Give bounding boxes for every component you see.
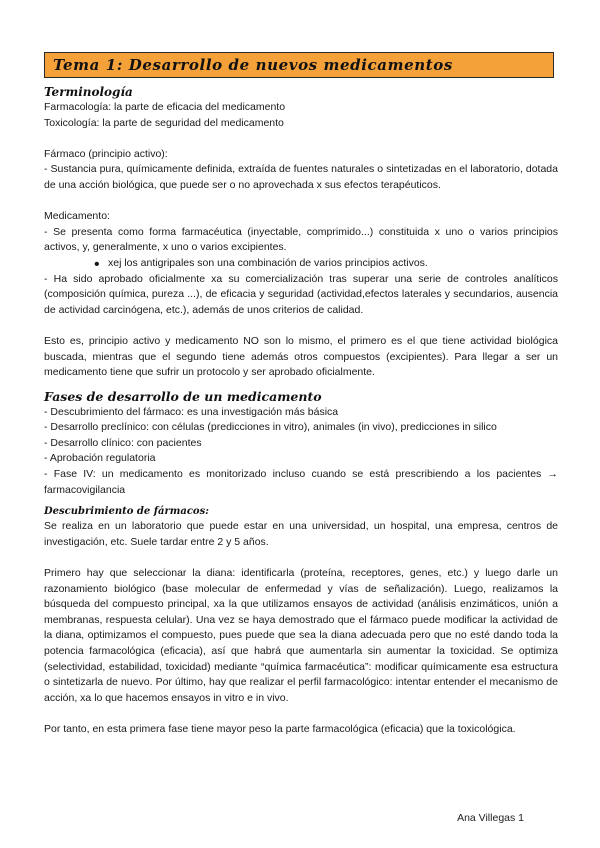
page-footer: Ana Villegas 1: [457, 812, 524, 824]
descubrimiento-paragraph-2: Primero hay que seleccionar la diana: identificarla (proteína, receptores, genes, etc.) y luego darle un razonamiento biológico (base molecular de enfermedad y vías de señalización). Luego, realizamos la búsqueda del compuesto principal, xa la que utilizamos ensayos de actividad (análisis enzimáticos, unión a membranas, respuesta celular). Una vez se haya demostrado que el fármaco puede modificar la actividad de la diana, optimizamos el compuesto, pues puede que sea la diana adecuada pero que no esté dando toda la potencia farmacológica (eficacia), así que habrá que aumentarla sin aumentar la toxicidad. Se optimiza (selectividad, estabilidad, toxicidad) mediante “química farmacéutica”: modificar químicamente esa estructura o sintetizarla de nuevo. Por último, hay que realizar el perfil farmacológico: intentar entender el mecanismo de acción, xa lo que hacemos ensayos in vitro e in vivo.: [44, 567, 558, 704]
fases-heading: Fases de desarrollo de un medicamento: [44, 388, 322, 404]
descubrimiento-paragraph-3: Por tanto, en esta primera fase tiene mayor peso la parte farmacológica (eficacia) que la toxicológica.: [44, 722, 516, 735]
descubrimiento-paragraph-1: Se realiza en un laboratorio que puede estar en una universidad, un hospital, una empresa, centros de investigación, etc. Suele tardar entre 2 y 5 años.: [44, 520, 558, 548]
fases-item: - Desarrollo clínico: con pacientes: [44, 436, 202, 449]
conclusion-paragraph: Esto es, principio activo y medicamento NO son lo mismo, el primero es el que tiene actividad biológica buscada, mientras que el segundo tiene además otros compuestos (excipientes). Para llegar a ser un medicamento tiene que sufrir un protocolo y ser aprobado oficialmente.: [44, 334, 558, 379]
document-title: Tema 1: Desarrollo de nuevos medicamentos: [53, 56, 453, 74]
title-banner: [44, 52, 554, 78]
medicamento-point-2: - Ha sido aprobado oficialmente xa su comercialización tras superar una serie de controles analíticos (composición química, pureza ...), de eficacia y seguridad (actividad,efectos laterales y secundarios, ausencia de actividad carcinógena, etc.), además de unos criterios de calidad.: [44, 272, 558, 316]
medicamento-bullet-item: [44, 256, 558, 272]
fases-item: - Desarrollo preclínico: con células (predicciones in vitro), animales (in vivo), predicciones in silico: [44, 421, 497, 434]
medicamento-bullet-text: xej los antigripales son una combinación de varios principios activos.: [108, 256, 428, 269]
fases-item: - Descubrimiento del fármaco: es una investigación más básica: [44, 405, 339, 418]
toxicologia-definition: Toxicología: la parte de seguridad del medicamento: [44, 116, 284, 129]
fases-item: - Fase IV: un medicamento es monitorizado incluso cuando se está prescribiendo a los pacientes → farmacovigilancia: [44, 468, 558, 496]
medicamento-point-1: - Se presenta como forma farmacéutica (inyectable, comprimido...) constituida x uno o varios principios activos, y, generalmente, x uno o varios excipientes.: [44, 225, 558, 254]
bullet-icon: •: [94, 255, 100, 273]
farmaco-definition: - Sustancia pura, químicamente definida, extraída de fuentes naturales o sintetizadas en el laboratorio, dotada de una acción biológica, que puede ser o no aprovechada x sus efectos terapéuticos.: [44, 163, 558, 191]
terminologia-heading: Terminología: [44, 85, 133, 99]
fases-item: - Aprobación regulatoria: [44, 452, 156, 465]
descubrimiento-heading: Descubrimiento de fármacos:: [44, 506, 209, 518]
medicamento-label: Medicamento:: [44, 210, 110, 223]
document-body: [44, 84, 558, 738]
farmacologia-definition: Farmacología: la parte de eficacia del medicamento: [44, 101, 286, 113]
farmaco-label: Fármaco (principio activo):: [44, 147, 168, 160]
